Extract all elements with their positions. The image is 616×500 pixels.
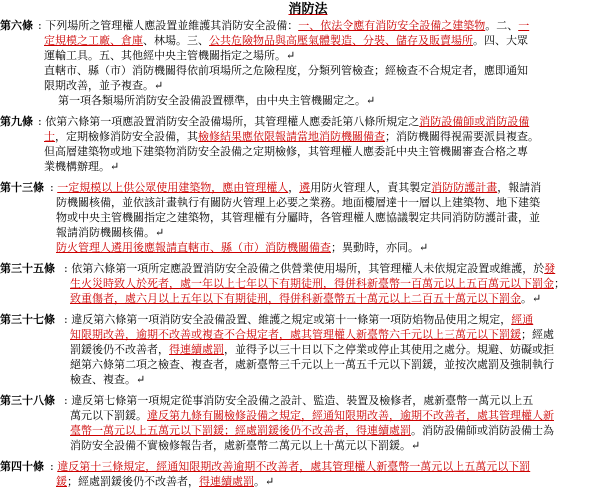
article-text-line — [44, 159, 612, 174]
article-number: 第三十七條 — [0, 313, 55, 326]
text-segment: 消防安全設備不實檢修報告者，處新臺幣二萬元以上十萬元以下罰鍰。↵ — [70, 439, 421, 452]
article-number: 第四十條 — [0, 460, 44, 473]
text-segment: 第一項各類場所消防安全設備設置標準，由中央主管機關定之。↵ — [58, 94, 376, 107]
highlighted-text: 遴 — [299, 181, 311, 194]
article-3 — [0, 180, 616, 255]
highlighted-text: 得連續處罰 — [169, 343, 224, 356]
text-segment: 檢查、複查。↵ — [70, 373, 146, 386]
text-segment: 直轄市、縣（市）消防機關得依前項場所之危險程度，分類列管檢查；經檢查不合規定者，應即通知 — [44, 64, 528, 77]
text-segment: : — [50, 460, 58, 473]
article-text-line — [50, 459, 612, 474]
article-4 — [0, 261, 616, 306]
article-text-line — [64, 393, 612, 408]
text-segment: 。四、大眾 — [473, 34, 528, 47]
article-number: 第十三條 — [0, 181, 44, 194]
document-title — [0, 2, 616, 18]
article-text-line — [70, 372, 612, 387]
highlighted-text: 檢修結果應依限報請當地消防機關備查 — [198, 130, 385, 143]
highlighted-text: 違反第九條有關檢修設備之規定，經通知限期改善，逾期不改善者，處其管理權人新 — [147, 409, 554, 422]
text-segment: ，並得予以三十日以下之停業或停止其使用之處分。規避、妨礙或拒 — [224, 343, 554, 356]
text-segment: 物或中央主管機關指定之建築物，其管理權有分屬時，各管理權人應協議製定共同消防防護計畫，並 — [56, 211, 540, 224]
article-number: 第三十五條 — [0, 262, 55, 275]
text-segment: 。↵ — [521, 292, 542, 305]
article-7 — [0, 459, 616, 489]
text-segment: : 違反第七條第一項規定從事消防安全設備之設計、監造、裝置及檢修者，處新臺幣一萬元以上五 — [64, 394, 534, 407]
article-text-line — [56, 474, 612, 489]
text-segment: 。消防設備師或消防設備士為 — [411, 424, 554, 437]
text-segment: 、林場。三、 — [143, 34, 209, 47]
highlighted-text: 知限期改善，逾期不改善或複查不合規定者，處其管理權人新臺幣六千元以上三萬元以下罰鍰 — [70, 328, 521, 341]
text-segment: 限期改善，並予複查。↵ — [44, 79, 164, 92]
highlighted-text: 發 — [544, 262, 556, 275]
text-segment: ； — [554, 277, 565, 290]
article-spacer — [0, 489, 616, 495]
text-segment: ，報請消 — [497, 181, 542, 194]
text-segment: 報請消防機關核備。↵ — [56, 226, 165, 239]
text-segment: : — [50, 181, 58, 194]
text-segment: ，定期檢修消防安全設備，其 — [55, 130, 198, 143]
article-1 — [0, 18, 616, 108]
article-text-line — [44, 63, 612, 78]
text-segment: 防機關核備，並依該計畫執行有關防火管理上必要之業務。地面樓層達十一層以上建築物、地下建築 — [56, 196, 540, 209]
article-text-line — [44, 144, 612, 159]
article-text-line — [64, 261, 612, 276]
article-text-line — [56, 195, 612, 210]
highlighted-text: 違反第十三條規定，經通知限期改善逾期不改善者，處其管理權人新臺幣一萬元以上五萬元以下罰 — [57, 460, 531, 473]
document-title-text: 消防法 — [288, 2, 328, 17]
article-text-line — [70, 342, 612, 357]
highlighted-text: 生火災時致人於死者，處一年以上七年以下有期徒刑，得併科新臺幣一百萬元以上五百萬元以下罰金 — [70, 277, 554, 290]
highlighted-text: 臺幣一萬元以上五萬元以下罰鍰；經處罰鍰後仍不改善者，得連續處罰 — [70, 424, 411, 437]
article-text-line — [70, 438, 612, 453]
article-text-line — [70, 327, 612, 342]
text-segment: 業機構辦理。↵ — [44, 160, 120, 173]
text-segment: : 違反第六條第一項消防安全設備設置、維護之規定或第十一條第一項防焰物品使用之規定， — [64, 313, 512, 326]
articles-list — [0, 18, 616, 495]
article-text-line — [44, 78, 612, 93]
highlighted-text: 防火管理人遴用後應報請直轄市、縣（市）消防機關備查 — [56, 241, 331, 254]
article-text-line — [70, 276, 612, 291]
highlighted-text: 一、依法令應有消防安全設備之建築物 — [298, 19, 486, 32]
article-number: 第三十八條 — [0, 394, 55, 407]
article-text-line — [38, 18, 612, 33]
article-2 — [0, 114, 616, 174]
text-segment: : 依第六條第一項應設置消防安全設備場所，其管理權人應委託第八條所規定之 — [38, 115, 420, 128]
text-segment: ；經處 — [521, 328, 554, 341]
article-text-line — [70, 357, 612, 372]
article-text-line — [44, 48, 612, 63]
highlighted-text: 一定規模以上供公眾使用建築物，應由管理權人 — [57, 181, 289, 194]
article-text-line — [70, 291, 612, 306]
article-text-line — [56, 225, 612, 240]
highlighted-text: 士 — [44, 130, 55, 143]
article-6 — [0, 393, 616, 453]
article-text-line — [44, 33, 612, 48]
text-segment: ；經處罰鍰後仍不改善者， — [67, 475, 199, 488]
text-segment: ；異動時，亦同。↵ — [331, 241, 429, 254]
text-segment: 運輸工具。五、其他經中央主管機關指定之場所。↵ — [44, 49, 296, 62]
text-segment: ；消防機關得視需要派員複查。 — [385, 130, 539, 143]
text-segment: 罰鍰後仍不改善者， — [70, 343, 169, 356]
highlighted-text: 公共危險物品與高壓氣體製造、分裝、儲存及販賣場所 — [209, 34, 473, 47]
text-segment: 萬元以下罰鍰。 — [70, 409, 147, 422]
article-text-line — [50, 180, 612, 195]
text-segment: ， — [288, 181, 300, 194]
article-5 — [0, 312, 616, 387]
highlighted-text: 一 — [518, 19, 530, 32]
text-segment: 用防火管理人，責其製定 — [310, 181, 432, 194]
text-segment: 但高層建築物或地下建築物消防安全設備之定期檢修，其管理權人應委託中央主管機關審查合格之專 — [44, 145, 528, 158]
text-segment: 。二、 — [485, 19, 519, 32]
text-segment: : 下列場所之管理權人應設置並維護其消防安全設備： — [38, 19, 299, 32]
article-number: 第九條 — [0, 115, 33, 128]
article-text-line — [56, 210, 612, 225]
highlighted-text: 得連續處罰 — [199, 475, 254, 488]
article-text-line — [70, 408, 612, 423]
highlighted-text: 消防設備師或消防設備 — [419, 115, 530, 128]
highlighted-text: 定規模之工廠、倉庫 — [44, 34, 143, 47]
article-number: 第六條 — [0, 19, 33, 32]
article-text-line — [70, 423, 612, 438]
article-text-line — [38, 114, 612, 129]
article-text-line — [44, 93, 612, 108]
highlighted-text: 致重傷者，處六月以上五年以下有期徒刑，得併科新臺幣五十萬元以上二百五十萬元以下罰金 — [70, 292, 521, 305]
text-segment: 。↵ — [254, 475, 275, 488]
article-text-line — [44, 129, 612, 144]
article-text-line — [64, 312, 612, 327]
text-segment: 絕第六條第二項之檢查、複查者，處新臺幣三千元以上一萬五千元以下罰鍰，並按次處罰及強制執行 — [70, 358, 554, 371]
article-text-line — [56, 240, 612, 255]
text-segment: : 依第六條第一項所定應設置消防安全設備之供營業使用場所，其管理權人未依規定設置或維護，於 — [64, 262, 545, 275]
highlighted-text: 鍰 — [56, 475, 67, 488]
highlighted-text: 經通 — [511, 313, 534, 326]
highlighted-text: 消防防護計畫 — [431, 181, 498, 194]
